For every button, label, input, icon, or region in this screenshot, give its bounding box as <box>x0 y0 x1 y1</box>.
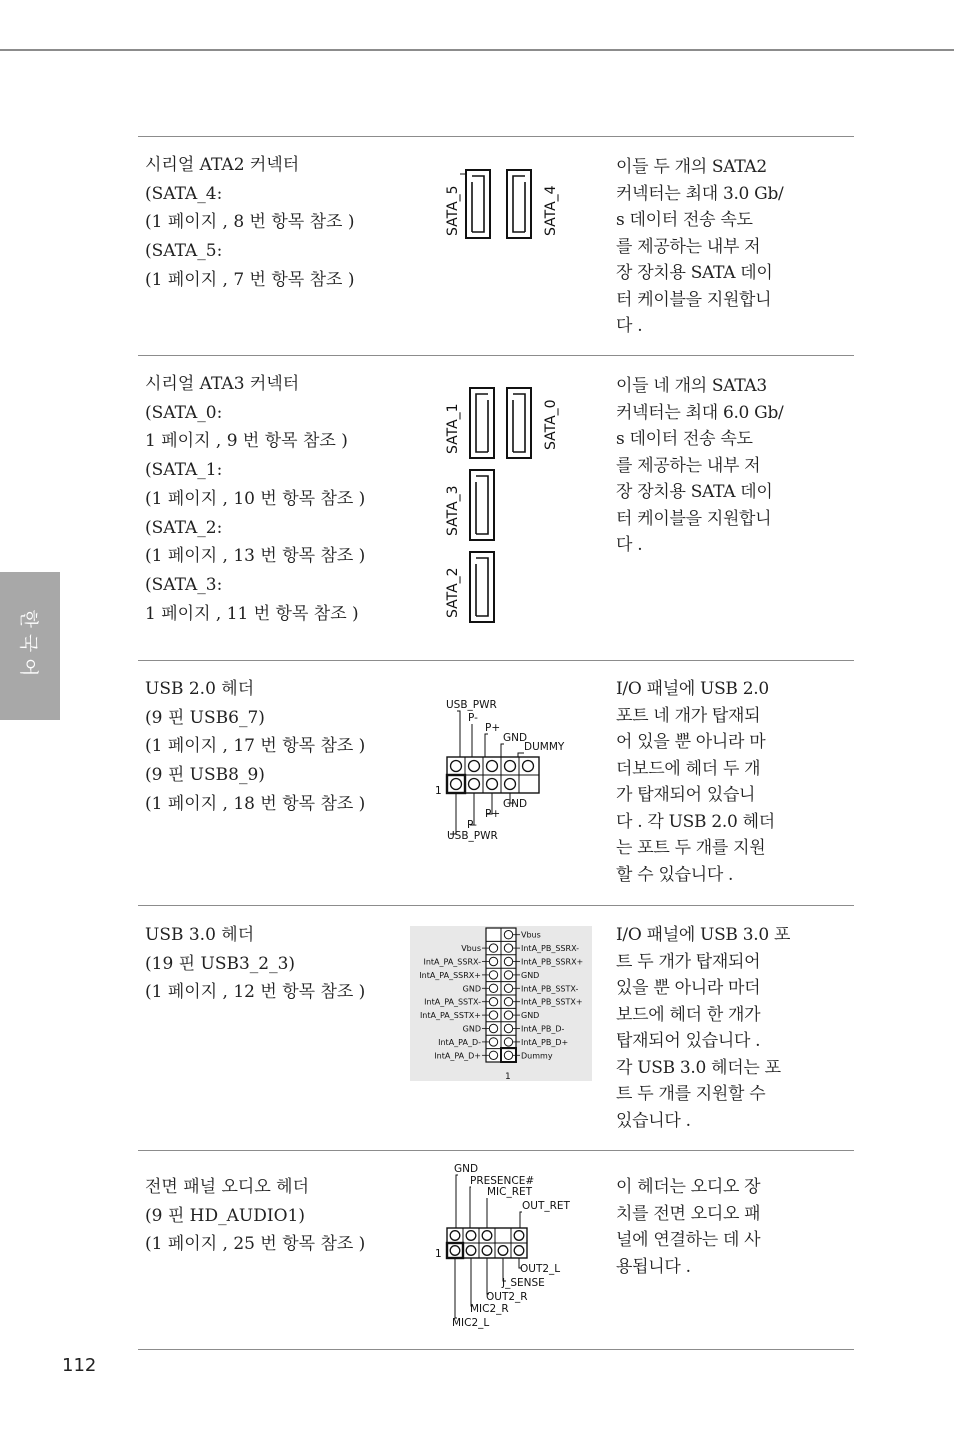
pin1-label: 1 <box>435 1248 442 1260</box>
section-rule <box>138 660 854 661</box>
desc-line: USB 2.0 헤더 <box>145 679 255 699</box>
section-rule <box>138 905 854 906</box>
section-rule <box>138 136 854 137</box>
note-line: 트 두 개를 지원할 수 <box>616 1084 766 1104</box>
note-line: 를 제공하는 내부 저 <box>616 236 761 257</box>
desc-line: (1 페이지 , 8 번 항목 참조 ) <box>145 212 355 233</box>
pin-label: MIC2_L <box>452 1317 490 1329</box>
sata1-port <box>470 388 494 458</box>
desc-line: 시리얼 ATA3 커넥터 <box>145 374 300 394</box>
sata2-description <box>145 151 410 295</box>
note-line: 탑재되어 있습니다 . <box>616 1031 761 1051</box>
usb3-pin-label: GND <box>521 970 540 980</box>
desc-line: (1 페이지 , 17 번 항목 참조 ) <box>145 736 366 757</box>
pin-label: GND <box>454 1163 479 1175</box>
pin-label: GND <box>503 732 528 744</box>
pin-label: PRESENCE# <box>470 1175 535 1187</box>
sata2-port <box>470 552 494 622</box>
pin-label: P- <box>468 712 478 724</box>
pin-label: USB_PWR <box>447 830 498 842</box>
audio-note <box>616 1174 798 1280</box>
desc-line: (SATA_5: <box>145 241 223 262</box>
pin-label: OUT2_L <box>520 1263 561 1275</box>
note-line: 어 있을 뿐 아니라 마 <box>616 732 766 752</box>
desc-line: 1 페이지 , 11 번 항목 참조 ) <box>145 603 359 624</box>
desc-line: (SATA_1: <box>145 460 223 481</box>
note-line: 있을 뿐 아니라 마더 <box>616 978 761 998</box>
usb3-pin-label: IntA_PA_SSRX+ <box>419 970 481 980</box>
note-line: 커넥터는 최대 6.0 Gb/ <box>616 402 784 423</box>
usb3-pin-label: GND <box>462 1024 481 1034</box>
usb2-note <box>616 676 798 888</box>
desc-line: 전면 패널 오디오 헤더 <box>145 1177 310 1197</box>
note-line: 보드에 헤더 한 개가 <box>616 1004 761 1025</box>
usb3-pin-label: IntA_PA_SSTX- <box>424 997 481 1007</box>
usb3-pin-label: GND <box>462 984 481 994</box>
sata2-connector-diagram <box>436 168 566 243</box>
desc-line: USB 3.0 헤더 <box>145 925 255 945</box>
usb3-pin-label: IntA_PB_SSTX- <box>521 984 579 994</box>
usb3-note <box>616 922 798 1134</box>
section-rule <box>138 1150 854 1151</box>
desc-line: 시리얼 ATA2 커넥터 <box>145 155 300 175</box>
pin-label: P+ <box>485 808 501 820</box>
note-line: 터 케이블을 지원합니 <box>616 508 772 529</box>
page-number: 112 <box>62 1355 97 1376</box>
sata2-note <box>616 154 798 340</box>
desc-line: (SATA_2: <box>145 517 223 538</box>
usb3-pin-label: IntA_PB_SSRX+ <box>521 957 584 967</box>
note-line: 장 장치용 SATA 데이 <box>616 482 773 502</box>
desc-line: (19 핀 USB3_2_3) <box>145 953 296 974</box>
note-line: 이들 네 개의 SATA3 <box>616 376 767 396</box>
note-line: s 데이터 전송 속도 <box>616 429 753 449</box>
sata4-port <box>507 170 531 238</box>
section-rule <box>138 355 854 356</box>
note-line: 이 헤더는 오디오 장 <box>616 1177 761 1197</box>
usb3-pin-label: IntA_PA_D- <box>438 1037 481 1047</box>
pin-label: GND <box>503 798 528 810</box>
usb3-pin-label: GND <box>521 1011 540 1021</box>
desc-line: (1 페이지 , 18 번 항목 참조 ) <box>145 793 366 814</box>
audio-header-diagram <box>432 1160 582 1332</box>
note-line: 할 수 있습니다 . <box>616 864 734 885</box>
pin-label: MIC_RET <box>487 1186 533 1198</box>
note-line: 이들 두 개의 SATA2 <box>616 157 767 177</box>
top-rule <box>0 49 954 51</box>
desc-line: (SATA_0: <box>145 402 223 423</box>
sata-label: SATA_1 <box>445 403 461 454</box>
note-line: 장 장치용 SATA 데이 <box>616 263 773 283</box>
sata-label: SATA_4 <box>543 185 559 236</box>
sata5-port <box>460 170 490 238</box>
desc-line: (1 페이지 , 10 번 항목 참조 ) <box>145 488 366 509</box>
sata3-port <box>470 470 494 540</box>
note-line: I/O 패널에 USB 2.0 <box>616 679 769 699</box>
usb3-pin-label: IntA_PA_D+ <box>434 1051 481 1061</box>
sata-label: SATA_2 <box>445 567 461 618</box>
pin1-label: 1 <box>435 785 442 797</box>
sata-label: SATA_5 <box>445 185 461 236</box>
usb2-description <box>145 675 410 819</box>
language-side-tab <box>0 572 60 720</box>
note-line: 다 . <box>616 535 643 555</box>
sata-label: SATA_3 <box>445 485 461 536</box>
note-line: 널에 연결하는 데 사 <box>616 1230 761 1250</box>
note-line: 각 USB 3.0 헤더는 포 <box>616 1057 781 1078</box>
note-line: I/O 패널에 USB 3.0 포 <box>616 925 791 945</box>
usb3-pin-label: IntA_PA_SSRX- <box>423 957 481 967</box>
note-line: 더보드에 헤더 두 개 <box>616 758 761 779</box>
pin1-label: 1 <box>505 1072 511 1082</box>
note-line: 트 두 개가 탑재되어 <box>616 951 761 972</box>
desc-line: (1 페이지 , 25 번 항목 참조 ) <box>145 1234 366 1255</box>
sata3-connector-diagram <box>436 386 566 626</box>
desc-line: (SATA_4: <box>145 183 223 204</box>
note-line: 를 제공하는 내부 저 <box>616 455 761 476</box>
usb3-description <box>145 921 410 1007</box>
note-line: 가 탑재되어 있습니 <box>616 785 756 805</box>
usb3-header-diagram <box>410 926 592 1081</box>
note-line: 다 . 각 USB 2.0 헤더 <box>616 811 775 832</box>
section-rule <box>138 1349 854 1350</box>
desc-line: (9 핀 USB6_7) <box>145 707 265 728</box>
usb3-pin-label: IntA_PB_D+ <box>521 1037 569 1047</box>
sata3-note <box>616 373 798 559</box>
note-line: 있습니다 . <box>616 1110 691 1131</box>
sata3-description <box>145 370 410 628</box>
usb3-pin-label: IntA_PB_SSRX- <box>521 944 580 954</box>
note-line: 터 케이블을 지원합니 <box>616 289 772 310</box>
note-line: 다 . <box>616 316 643 336</box>
note-line: 는 포트 두 개를 지원 <box>616 838 766 858</box>
usb3-pin-label: IntA_PB_D- <box>521 1024 565 1034</box>
desc-line: (1 페이지 , 12 번 항목 참조 ) <box>145 982 366 1003</box>
note-line: 용됩니다 . <box>616 1256 691 1277</box>
usb3-pin-label: Dummy <box>521 1051 553 1061</box>
pin-label: OUT_RET <box>522 1200 570 1212</box>
desc-line: (SATA_3: <box>145 574 223 595</box>
usb3-pin-label: IntA_PB_SSTX+ <box>521 997 583 1007</box>
desc-line: (9 핀 HD_AUDIO1) <box>145 1205 305 1226</box>
sata-label: SATA_0 <box>543 399 559 450</box>
pin-label: P- <box>467 819 477 831</box>
usb3-pin-label: Vbus <box>461 944 481 954</box>
desc-line: (9 핀 USB8_9) <box>145 765 265 786</box>
desc-line: (1 페이지 , 13 번 항목 참조 ) <box>145 546 366 567</box>
usb3-pin-label: Vbus <box>521 930 541 940</box>
side-tab-label: 한국어 <box>17 609 40 683</box>
pin-label: J_SENSE <box>502 1277 545 1289</box>
usb3-pin-label: IntA_PA_SSTX+ <box>419 1011 481 1021</box>
sata0-port <box>507 388 531 458</box>
desc-line: 1 페이지 , 9 번 항목 참조 ) <box>145 431 348 452</box>
pin-label: OUT2_R <box>486 1291 528 1303</box>
note-line: 커넥터는 최대 3.0 Gb/ <box>616 183 784 204</box>
pin-label: P+ <box>485 722 501 734</box>
pin-label: USB_PWR <box>446 699 497 711</box>
note-line: 치를 전면 오디오 패 <box>616 1203 761 1224</box>
pin-label: DUMMY <box>524 741 565 753</box>
audio-description <box>145 1173 410 1259</box>
pin-label: MIC2_R <box>470 1303 509 1315</box>
note-line: 포트 네 개가 탑재되 <box>616 705 761 726</box>
usb2-header-diagram <box>430 697 580 847</box>
note-line: s 데이터 전송 속도 <box>616 210 753 230</box>
desc-line: (1 페이지 , 7 번 항목 참조 ) <box>145 269 355 290</box>
